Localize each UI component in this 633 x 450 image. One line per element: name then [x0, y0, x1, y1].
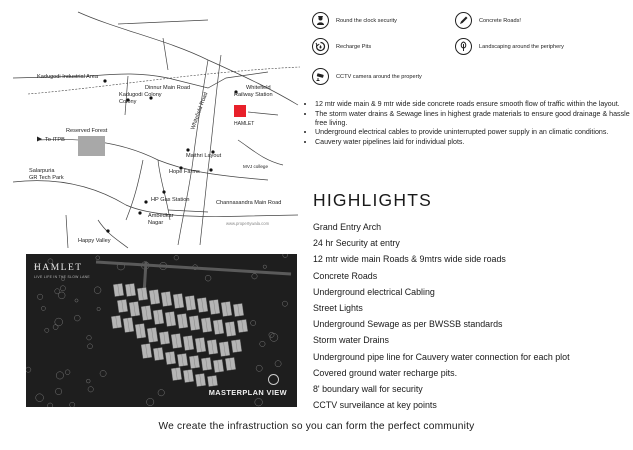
plot-block [183, 369, 194, 382]
map-label-kadugodi-colony: Kadugodi Colony [119, 92, 162, 98]
plot-block [173, 293, 184, 308]
tree-icon [53, 325, 58, 330]
plot-block [201, 317, 212, 332]
feature-security [312, 12, 397, 29]
tree-icon [252, 274, 257, 279]
plot-block [207, 339, 218, 354]
tree-icon [147, 398, 154, 405]
masterplan-tagline: LIVE LIFE IN THE SLOW LANE [34, 275, 90, 279]
feature-concrete-roads [455, 12, 521, 29]
feature-label: Landscaping around the periphery [479, 43, 564, 50]
tree-icon [70, 402, 75, 407]
plot-block [137, 287, 148, 300]
map-label-kadugodi-industrial: Kadugodi Industrial Area [37, 74, 98, 80]
feature-recharge-pits [312, 38, 371, 55]
highlight-item: Covered ground water recharge pits. [313, 367, 458, 378]
plot-block [195, 337, 206, 352]
feature-label: Concrete Roads! [479, 17, 521, 24]
plot-block [185, 295, 196, 310]
map-label-kadugodi-colony-2: Colony [119, 99, 137, 105]
to-itpb-arrow-icon [37, 137, 42, 142]
plot-block [225, 357, 236, 370]
tree-icon [269, 332, 274, 337]
recharge-pit-icon [312, 38, 329, 55]
plot-block [207, 375, 217, 386]
highlight-item: Underground electrical Cabling [313, 286, 435, 297]
tree-icon [37, 294, 42, 299]
plot-block [213, 319, 224, 334]
tree-icon [36, 394, 44, 402]
plot-block [125, 283, 136, 296]
tree-icon [96, 256, 100, 260]
tree-icon [26, 367, 31, 372]
map-label-mvj: MVJ college [243, 164, 269, 169]
plot-block [209, 299, 220, 314]
tree-icon [205, 275, 211, 281]
tree-icon [45, 328, 49, 332]
plot-block [237, 319, 248, 332]
feature-cctv [312, 68, 422, 85]
tree-icon [263, 265, 266, 268]
masterplan-image [26, 254, 297, 407]
plot-block [165, 351, 176, 364]
map-label-hope-farms: Hope Farms [169, 169, 200, 175]
plot-block [189, 315, 200, 330]
map-label-maithri: Maithri Layout [186, 153, 222, 159]
plot-block [123, 317, 134, 332]
tree-icon [94, 287, 101, 294]
map-label-hp-gas: HP Gas Station [151, 197, 190, 203]
highlight-item: Grand Entry Arch [313, 222, 382, 232]
reserved-forest-area [78, 136, 105, 156]
map-label-salarpuria-2: GR Tech Park [29, 175, 64, 181]
tree-icon [275, 361, 281, 367]
tree-icon [97, 307, 100, 310]
footer-tagline: We create the infrastruction so you can form the perfect community [158, 421, 475, 432]
plot-block [135, 323, 146, 338]
map-label-hamlet: HAMLET [234, 121, 255, 127]
highlight-item: 8' boundary wall for security [313, 383, 423, 394]
map-label-ambedkar: Ambedkar [148, 213, 174, 219]
plot-block [141, 305, 152, 320]
plot-block [147, 327, 158, 342]
map-label-channasandra: Channasandra Main Road [216, 200, 282, 206]
tree-icon [48, 403, 53, 407]
highlight-item: 24 hr Security at entry [313, 238, 400, 249]
plot-block [231, 339, 242, 352]
map-label-ambedkar-2: Nagar [148, 220, 164, 226]
location-map [8, 10, 300, 250]
pencil-icon [455, 12, 472, 29]
map-label-whitefield-road: Whitefield Road [190, 91, 210, 131]
highlights-list [313, 219, 570, 413]
tree-icon [87, 335, 92, 340]
plot-block [113, 283, 124, 296]
plot-block [171, 367, 182, 380]
bullet-item: • Cauvery water pipelines laid for individual plots. [315, 138, 633, 147]
map-label-happy-valley: Happy Valley [78, 238, 111, 244]
bullet-item: • Underground electrical cables to provide uninterrupted power supply in an climatic conditions. [315, 128, 633, 137]
plot-block [149, 289, 160, 304]
bullet-item: • The storm water drains & Sewage lines in highest grade materials to ensure good drainage & hassle free living. [315, 110, 633, 128]
plot-block [221, 301, 232, 316]
tree-icon [75, 299, 78, 302]
map-label-to-itpb: To ITPB [45, 137, 65, 143]
feature-label: Round the clock security [336, 17, 397, 24]
plot-block [197, 297, 208, 312]
map-watermark: www.propertywala.com [226, 221, 270, 226]
tree-icon [60, 286, 65, 291]
plot-block [183, 335, 194, 350]
plot-block [117, 299, 128, 312]
map-label-whitefield-station: Whitefield [246, 85, 271, 91]
map-label-dinnur: Dinnur Main Road [145, 85, 191, 91]
tree-icon [74, 315, 80, 321]
plot-block [141, 343, 152, 358]
map-label-salarpuria: Salarpuria [29, 168, 55, 174]
tree-icon [55, 388, 61, 394]
tree-icon [455, 38, 472, 55]
tree-icon [158, 390, 164, 396]
highlight-item: 12 mtr wide main Roads & 9mtrs wide side roads [313, 254, 506, 265]
plot-block [153, 309, 164, 324]
plot-block [225, 321, 236, 336]
feature-label: Recharge Pits [336, 43, 372, 50]
plot-block [201, 357, 212, 370]
masterplan-view-label: MASTERPLAN VIEW [208, 388, 287, 397]
tree-icon [283, 254, 288, 258]
highlight-item: Street Lights [313, 302, 363, 313]
highlight-item: Underground pipe line for Cauvery water connection for each plot [313, 351, 570, 362]
tree-icon [65, 370, 70, 375]
tree-icon [255, 398, 263, 406]
plot-block [171, 333, 182, 348]
highlight-item: CCTV surveilance at key points [313, 400, 437, 411]
highlights-title: HIGHLIGHTS [313, 190, 432, 210]
highlight-item: Underground Sewage as per BWSSB standards [313, 319, 503, 330]
infrastructure-bullets [305, 100, 633, 148]
plot-block [189, 355, 200, 368]
tree-icon [251, 320, 256, 325]
highlight-item: Storm water Drains [313, 335, 389, 346]
plot-block [159, 331, 170, 344]
tree-icon [282, 301, 287, 306]
tree-icon [56, 372, 63, 379]
map-label-reserved-forest: Reserved Forest [66, 128, 108, 134]
tree-icon [88, 344, 93, 349]
tree-icon [256, 365, 262, 371]
bullet-item: • 12 mtr wide main & 9 mtr wide side concrete roads ensure smooth flow of traffic within the layout. [315, 100, 633, 109]
plot-block [213, 359, 224, 372]
plot-block [233, 303, 244, 316]
feature-label: CCTV camera around the property [336, 73, 422, 80]
plot-block [177, 313, 188, 328]
plot-block [111, 315, 122, 328]
tree-icon [41, 306, 45, 310]
plot-block [177, 353, 188, 366]
tree-icon [86, 379, 90, 383]
plot-block [219, 341, 230, 356]
compass-icon [268, 374, 279, 385]
plot-block [161, 291, 172, 306]
cctv-camera-icon [312, 68, 329, 85]
tree-icon [88, 387, 93, 392]
tree-icon [100, 370, 106, 376]
highlight-item: Concrete Roads [313, 270, 378, 281]
security-guard-icon [312, 12, 329, 29]
masterplan-brand: HAMLET [34, 263, 83, 273]
plot-block [195, 373, 206, 386]
plot-block [165, 311, 176, 326]
map-label-whitefield-station-2: Railway Station [234, 92, 273, 98]
plot-block [153, 347, 164, 360]
hamlet-location-marker [234, 105, 246, 117]
feature-landscaping [455, 38, 564, 55]
tree-icon [58, 292, 65, 299]
tree-icon [260, 341, 265, 346]
plot-block [129, 301, 140, 316]
tree-icon [174, 255, 179, 260]
